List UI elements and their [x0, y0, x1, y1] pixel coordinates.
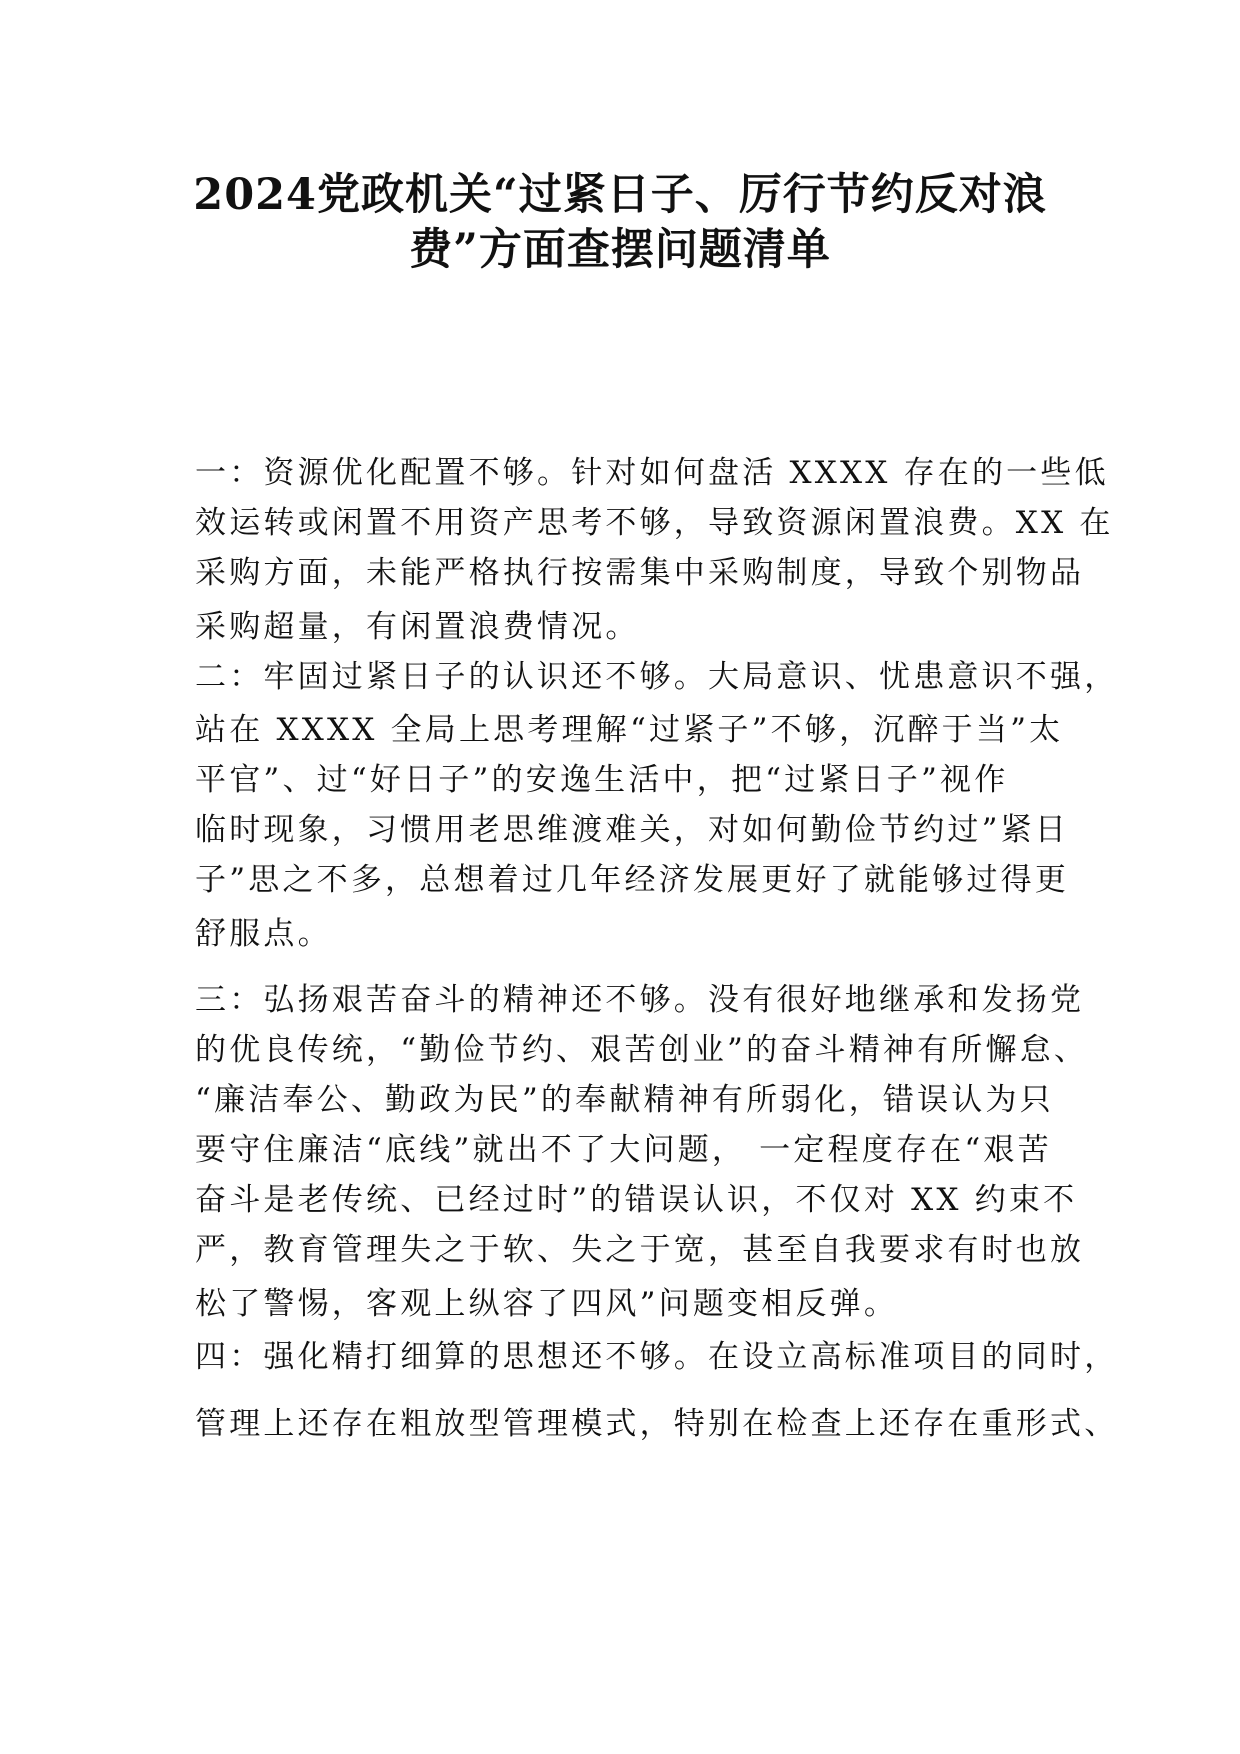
body-line: 管理上还存在粗放型管理模式，特别在检查上还存在重形式、 — [195, 1406, 1119, 1442]
body-line: 平官”、过“好日子”的安逸生活中，把“过紧日子”视作 — [195, 762, 1009, 798]
body-line: 的优良传统，“勤俭节约、艰苦创业”的奋斗精神有所懈怠、 — [195, 1032, 1089, 1068]
body-line: 舒服点。 — [195, 916, 332, 952]
body-line: 一：资源优化配置不够。针对如何盘活 XXXX 存在的一些低 — [195, 455, 1109, 491]
body-line: 要守住廉洁“底线”就出不了大问题， 一定程度存在“艰苦 — [195, 1132, 1052, 1168]
body-line: “廉洁奉公、勤政为民”的奉献精神有所弱化，错误认为只 — [195, 1082, 1054, 1118]
body-line: 站在 XXXX 全局上思考理解“过紧子”不够，沉醉于当”太 — [195, 712, 1064, 748]
body-line: 效运转或闲置不用资产思考不够，导致资源闲置浪费。XX 在 — [195, 505, 1114, 541]
body-line: 采购超量，有闲置浪费情况。 — [195, 609, 640, 645]
body-line: 奋斗是老传统、已经过时”的错误认识，不仅对 XX 约束不 — [195, 1182, 1078, 1218]
document-title-line-2: 费”方面查摆问题清单 — [409, 225, 831, 275]
body-line: 子”思之不多，总想着过几年经济发展更好了就能够过得更 — [195, 862, 1070, 898]
body-line: 严，教育管理失之于软、失之于宽，甚至自我要求有时也放 — [195, 1232, 1085, 1268]
body-line: 松了警惕，客观上纵容了四风”问题变相反弹。 — [195, 1286, 899, 1322]
body-line: 临时现象，习惯用老思维渡难关，对如何勤俭节约过”紧日 — [195, 812, 1070, 848]
body-line: 四：强化精打细算的思想还不够。在设立高标准项目的同时， — [195, 1339, 1119, 1375]
body-line: 采购方面，未能严格执行按需集中采购制度，导致个别物品 — [195, 555, 1085, 591]
document-title-line-1: 2024党政机关“过紧日子、厉行节约反对浪 — [193, 170, 1047, 220]
body-line: 二：牢固过紧日子的认识还不够。大局意识、忧患意识不强， — [195, 659, 1119, 695]
body-line: 三：弘扬艰苦奋斗的精神还不够。没有很好地继承和发扬党 — [195, 982, 1085, 1018]
